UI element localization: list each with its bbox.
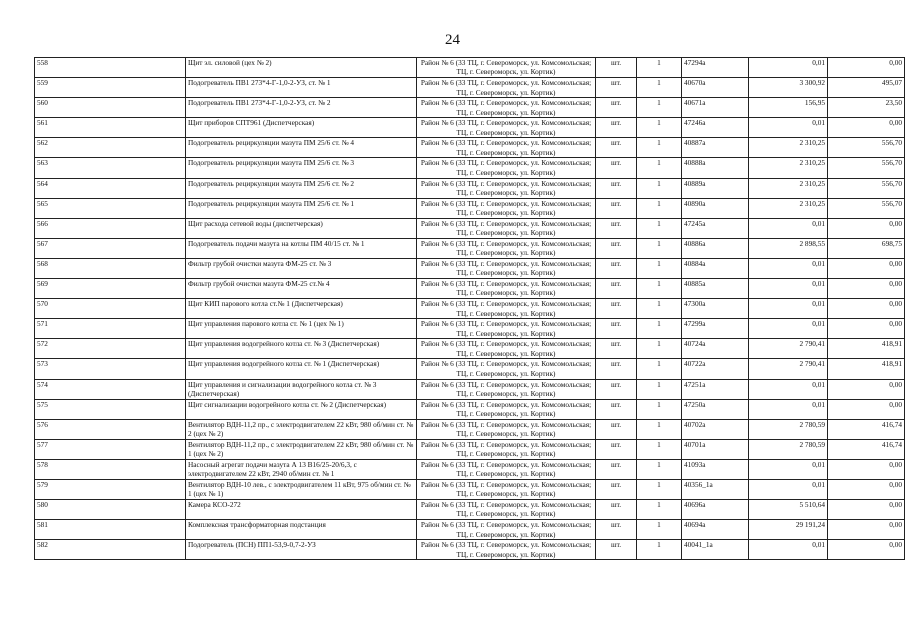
unit-cell: шт.: [596, 359, 637, 379]
item-name-cell: Подогреватель подачи мазута на котлы ПМ 40/15 ст. № 1: [186, 238, 417, 258]
item-name-cell: Вентилятор ВДН-11,2 пр., с электродвигателем 22 кВт, 980 об/мин ст. № 2 (цех № 2): [186, 419, 417, 439]
table-row: [35, 540, 905, 560]
table-row: [35, 319, 905, 339]
inventory-number-cell: 40884а: [682, 258, 749, 278]
cost-cell: 2 790,41: [749, 359, 828, 379]
quantity-cell: 1: [637, 339, 682, 359]
table-row: [35, 258, 905, 278]
location-cell: Район № 6 (33 ТЦ, г. Североморск, ул. Комсомольская; ТЦ, г. Североморск, ул. Кортик): [417, 299, 596, 319]
cost-cell: 5 510,64: [749, 500, 828, 520]
table-row: [35, 158, 905, 178]
inventory-number-cell: 40885а: [682, 279, 749, 299]
item-name-cell: Подогреватель рециркуляции мазута ПМ 25/6 ст. № 2: [186, 178, 417, 198]
table-row: [35, 78, 905, 98]
table-row: [35, 198, 905, 218]
table-row: [35, 379, 905, 399]
page-number: 24: [445, 32, 460, 48]
table-row: [35, 118, 905, 138]
quantity-cell: 1: [637, 218, 682, 238]
row-number-cell: 573: [35, 359, 186, 379]
cost-cell: 0,01: [749, 299, 828, 319]
table-row: [35, 459, 905, 479]
table-row: [35, 520, 905, 540]
row-number-cell: 566: [35, 218, 186, 238]
location-cell: Район № 6 (33 ТЦ, г. Североморск, ул. Комсомольская; ТЦ, г. Североморск, ул. Кортик): [417, 479, 596, 499]
item-name-cell: Подогреватель рециркуляции мазута ПМ 25/6 ст. № 1: [186, 198, 417, 218]
item-name-cell: Щит управления парового котла ст. № 1 (цех № 1): [186, 319, 417, 339]
quantity-cell: 1: [637, 319, 682, 339]
unit-cell: шт.: [596, 319, 637, 339]
unit-cell: шт.: [596, 299, 637, 319]
item-name-cell: Фильтр грубой очистки мазута ФМ-25 ст. № 3: [186, 258, 417, 278]
residual-value-cell: 0,00: [828, 459, 905, 479]
row-number-cell: 580: [35, 500, 186, 520]
location-cell: Район № 6 (33 ТЦ, г. Североморск, ул. Комсомольская; ТЦ, г. Североморск, ул. Кортик): [417, 500, 596, 520]
item-name-cell: Щит управления и сигнализации водогрейного котла ст. № 3 (Диспетчерская): [186, 379, 417, 399]
item-name-cell: Щит КИП парового котла ст.№ 1 (Диспетчерская): [186, 299, 417, 319]
row-number-cell: 559: [35, 78, 186, 98]
location-cell: Район № 6 (33 ТЦ, г. Североморск, ул. Комсомольская; ТЦ, г. Североморск, ул. Кортик): [417, 459, 596, 479]
unit-cell: шт.: [596, 98, 637, 118]
residual-value-cell: 0,00: [828, 58, 905, 78]
table-row: [35, 279, 905, 299]
location-cell: Район № 6 (33 ТЦ, г. Североморск, ул. Комсомольская; ТЦ, г. Североморск, ул. Кортик): [417, 238, 596, 258]
unit-cell: шт.: [596, 118, 637, 138]
quantity-cell: 1: [637, 58, 682, 78]
row-number-cell: 575: [35, 399, 186, 419]
cost-cell: 0,01: [749, 540, 828, 560]
table-row: [35, 138, 905, 158]
row-number-cell: 558: [35, 58, 186, 78]
inventory-number-cell: 40696а: [682, 500, 749, 520]
quantity-cell: 1: [637, 279, 682, 299]
cost-cell: 2 310,25: [749, 178, 828, 198]
row-number-cell: 571: [35, 319, 186, 339]
residual-value-cell: 0,00: [828, 319, 905, 339]
item-name-cell: Подогреватель рециркуляции мазута ПМ 25/6 ст. № 3: [186, 158, 417, 178]
row-number-cell: 578: [35, 459, 186, 479]
table-row: [35, 299, 905, 319]
item-name-cell: Вентилятор ВДН-11,2 пр., с электродвигателем 22 кВт, 980 об/мин ст. № 1 (цех № 2): [186, 439, 417, 459]
unit-cell: шт.: [596, 78, 637, 98]
row-number-cell: 574: [35, 379, 186, 399]
residual-value-cell: 556,70: [828, 198, 905, 218]
residual-value-cell: 0,00: [828, 258, 905, 278]
residual-value-cell: 698,75: [828, 238, 905, 258]
quantity-cell: 1: [637, 359, 682, 379]
quantity-cell: 1: [637, 299, 682, 319]
residual-value-cell: 0,00: [828, 299, 905, 319]
cost-cell: 2 780,59: [749, 439, 828, 459]
item-name-cell: Щит сигнализации водогрейного котла ст. № 2 (Диспетчерская): [186, 399, 417, 419]
row-number-cell: 561: [35, 118, 186, 138]
residual-value-cell: 416,74: [828, 439, 905, 459]
inventory-number-cell: 40886а: [682, 238, 749, 258]
inventory-number-cell: 41093а: [682, 459, 749, 479]
location-cell: Район № 6 (33 ТЦ, г. Североморск, ул. Комсомольская; ТЦ, г. Североморск, ул. Кортик): [417, 78, 596, 98]
table-row: [35, 58, 905, 78]
inventory-number-cell: 47245а: [682, 218, 749, 238]
location-cell: Район № 6 (33 ТЦ, г. Североморск, ул. Комсомольская; ТЦ, г. Североморск, ул. Кортик): [417, 178, 596, 198]
item-name-cell: Подогреватель (ПСН) ПП1-53,9-0,7-2-УЗ: [186, 540, 417, 560]
item-name-cell: Насосный агрегат подачи мазута А 13 В16/25-20/6,3, с электродвигателем 22 кВт, 2940 об/мин ст. № 1: [186, 459, 417, 479]
item-name-cell: Щит управления водогрейного котла ст. № 1 (Диспетчерская): [186, 359, 417, 379]
residual-value-cell: 418,91: [828, 339, 905, 359]
quantity-cell: 1: [637, 439, 682, 459]
unit-cell: шт.: [596, 158, 637, 178]
table-row: [35, 479, 905, 499]
item-name-cell: Подогреватель ПВ1 273*4-Г-1,0-2-УЗ, ст. № 2: [186, 98, 417, 118]
cost-cell: 0,01: [749, 258, 828, 278]
unit-cell: шт.: [596, 58, 637, 78]
unit-cell: шт.: [596, 379, 637, 399]
cost-cell: 2 310,25: [749, 138, 828, 158]
quantity-cell: 1: [637, 459, 682, 479]
location-cell: Район № 6 (33 ТЦ, г. Североморск, ул. Комсомольская; ТЦ, г. Североморск, ул. Кортик): [417, 258, 596, 278]
table-row: [35, 339, 905, 359]
quantity-cell: 1: [637, 419, 682, 439]
item-name-cell: Щит расхода сетевой воды (диспетчерская): [186, 218, 417, 238]
unit-cell: шт.: [596, 279, 637, 299]
table-row: [35, 439, 905, 459]
table-body: [35, 58, 905, 560]
table-row: [35, 359, 905, 379]
inventory-number-cell: 40670а: [682, 78, 749, 98]
residual-value-cell: 0,00: [828, 118, 905, 138]
cost-cell: 0,01: [749, 279, 828, 299]
residual-value-cell: 416,74: [828, 419, 905, 439]
table-row: [35, 178, 905, 198]
table-row: [35, 399, 905, 419]
inventory-number-cell: 40890а: [682, 198, 749, 218]
residual-value-cell: 495,07: [828, 78, 905, 98]
cost-cell: 156,95: [749, 98, 828, 118]
unit-cell: шт.: [596, 459, 637, 479]
quantity-cell: 1: [637, 178, 682, 198]
row-number-cell: 579: [35, 479, 186, 499]
residual-value-cell: 0,00: [828, 540, 905, 560]
inventory-number-cell: 40722а: [682, 359, 749, 379]
item-name-cell: Подогреватель рециркуляции мазута ПМ 25/6 ст. № 4: [186, 138, 417, 158]
inventory-number-cell: 40889а: [682, 178, 749, 198]
table-row: [35, 500, 905, 520]
item-name-cell: Фильтр грубой очистки мазута ФМ-25 ст.№ 4: [186, 279, 417, 299]
inventory-number-cell: 40888а: [682, 158, 749, 178]
location-cell: Район № 6 (33 ТЦ, г. Североморск, ул. Комсомольская; ТЦ, г. Североморск, ул. Кортик): [417, 339, 596, 359]
item-name-cell: Щит эл. силовой (цех № 2): [186, 58, 417, 78]
cost-cell: 0,01: [749, 479, 828, 499]
cost-cell: 2 790,41: [749, 339, 828, 359]
row-number-cell: 560: [35, 98, 186, 118]
quantity-cell: 1: [637, 379, 682, 399]
location-cell: Район № 6 (33 ТЦ, г. Североморск, ул. Комсомольская; ТЦ, г. Североморск, ул. Кортик): [417, 419, 596, 439]
location-cell: Район № 6 (33 ТЦ, г. Североморск, ул. Комсомольская; ТЦ, г. Североморск, ул. Кортик): [417, 138, 596, 158]
residual-value-cell: 0,00: [828, 218, 905, 238]
inventory-number-cell: 47251а: [682, 379, 749, 399]
item-name-cell: Камера КСО-272: [186, 500, 417, 520]
quantity-cell: 1: [637, 138, 682, 158]
unit-cell: шт.: [596, 479, 637, 499]
unit-cell: шт.: [596, 258, 637, 278]
quantity-cell: 1: [637, 520, 682, 540]
quantity-cell: 1: [637, 500, 682, 520]
quantity-cell: 1: [637, 98, 682, 118]
inventory-number-cell: 40701а: [682, 439, 749, 459]
inventory-number-cell: 47300а: [682, 299, 749, 319]
quantity-cell: 1: [637, 399, 682, 419]
location-cell: Район № 6 (33 ТЦ, г. Североморск, ул. Комсомольская; ТЦ, г. Североморск, ул. Кортик): [417, 218, 596, 238]
unit-cell: шт.: [596, 500, 637, 520]
table-row: [35, 218, 905, 238]
quantity-cell: 1: [637, 479, 682, 499]
residual-value-cell: 0,00: [828, 520, 905, 540]
unit-cell: шт.: [596, 198, 637, 218]
location-cell: Район № 6 (33 ТЦ, г. Североморск, ул. Комсомольская; ТЦ, г. Североморск, ул. Кортик): [417, 118, 596, 138]
cost-cell: 2 310,25: [749, 198, 828, 218]
location-cell: Район № 6 (33 ТЦ, г. Североморск, ул. Комсомольская; ТЦ, г. Североморск, ул. Кортик): [417, 158, 596, 178]
unit-cell: шт.: [596, 218, 637, 238]
inventory-number-cell: 47250а: [682, 399, 749, 419]
row-number-cell: 577: [35, 439, 186, 459]
row-number-cell: 564: [35, 178, 186, 198]
location-cell: Район № 6 (33 ТЦ, г. Североморск, ул. Комсомольская; ТЦ, г. Североморск, ул. Кортик): [417, 198, 596, 218]
row-number-cell: 576: [35, 419, 186, 439]
unit-cell: шт.: [596, 540, 637, 560]
unit-cell: шт.: [596, 178, 637, 198]
cost-cell: 2 780,59: [749, 419, 828, 439]
location-cell: Район № 6 (33 ТЦ, г. Североморск, ул. Комсомольская; ТЦ, г. Североморск, ул. Кортик): [417, 540, 596, 560]
cost-cell: 0,01: [749, 218, 828, 238]
unit-cell: шт.: [596, 399, 637, 419]
cost-cell: 0,01: [749, 319, 828, 339]
residual-value-cell: 0,00: [828, 379, 905, 399]
quantity-cell: 1: [637, 258, 682, 278]
residual-value-cell: 23,50: [828, 98, 905, 118]
row-number-cell: 563: [35, 158, 186, 178]
inventory-number-cell: 47246а: [682, 118, 749, 138]
cost-cell: 2 310,25: [749, 158, 828, 178]
residual-value-cell: 556,70: [828, 178, 905, 198]
table-row: [35, 98, 905, 118]
residual-value-cell: 556,70: [828, 138, 905, 158]
inventory-number-cell: 40671а: [682, 98, 749, 118]
item-name-cell: Щит управления водогрейного котла ст. № 3 (Диспетчерская): [186, 339, 417, 359]
cost-cell: 2 898,55: [749, 238, 828, 258]
unit-cell: шт.: [596, 138, 637, 158]
unit-cell: шт.: [596, 520, 637, 540]
row-number-cell: 565: [35, 198, 186, 218]
inventory-number-cell: 47299а: [682, 319, 749, 339]
row-number-cell: 581: [35, 520, 186, 540]
row-number-cell: 569: [35, 279, 186, 299]
item-name-cell: Щит приборов СПТ961 (Диспетчерская): [186, 118, 417, 138]
table-row: [35, 238, 905, 258]
cost-cell: 3 300,92: [749, 78, 828, 98]
cost-cell: 29 191,24: [749, 520, 828, 540]
cost-cell: 0,01: [749, 399, 828, 419]
residual-value-cell: 0,00: [828, 399, 905, 419]
location-cell: Район № 6 (33 ТЦ, г. Североморск, ул. Комсомольская; ТЦ, г. Североморск, ул. Кортик): [417, 520, 596, 540]
inventory-number-cell: 47294а: [682, 58, 749, 78]
item-name-cell: Подогреватель ПВ1 273*4-Г-1,0-2-УЗ, ст. № 1: [186, 78, 417, 98]
location-cell: Район № 6 (33 ТЦ, г. Североморск, ул. Комсомольская; ТЦ, г. Североморск, ул. Кортик): [417, 359, 596, 379]
row-number-cell: 568: [35, 258, 186, 278]
unit-cell: шт.: [596, 339, 637, 359]
location-cell: Район № 6 (33 ТЦ, г. Североморск, ул. Комсомольская; ТЦ, г. Североморск, ул. Кортик): [417, 279, 596, 299]
inventory-number-cell: 40724а: [682, 339, 749, 359]
quantity-cell: 1: [637, 158, 682, 178]
unit-cell: шт.: [596, 238, 637, 258]
inventory-number-cell: 40887а: [682, 138, 749, 158]
location-cell: Район № 6 (33 ТЦ, г. Североморск, ул. Комсомольская; ТЦ, г. Североморск, ул. Кортик): [417, 399, 596, 419]
row-number-cell: 570: [35, 299, 186, 319]
cost-cell: 0,01: [749, 379, 828, 399]
cost-cell: 0,01: [749, 118, 828, 138]
residual-value-cell: 0,00: [828, 479, 905, 499]
unit-cell: шт.: [596, 439, 637, 459]
residual-value-cell: 0,00: [828, 279, 905, 299]
inventory-table: [34, 57, 905, 560]
residual-value-cell: 556,70: [828, 158, 905, 178]
location-cell: Район № 6 (33 ТЦ, г. Североморск, ул. Комсомольская; ТЦ, г. Североморск, ул. Кортик): [417, 58, 596, 78]
row-number-cell: 562: [35, 138, 186, 158]
item-name-cell: Вентилятор ВДН-10 лев., с электродвигателем 11 кВт, 975 об/мин ст. № 1 (цех № 1): [186, 479, 417, 499]
location-cell: Район № 6 (33 ТЦ, г. Североморск, ул. Комсомольская; ТЦ, г. Североморск, ул. Кортик): [417, 379, 596, 399]
item-name-cell: Комплексная трансформаторная подстанция: [186, 520, 417, 540]
row-number-cell: 567: [35, 238, 186, 258]
quantity-cell: 1: [637, 238, 682, 258]
quantity-cell: 1: [637, 540, 682, 560]
quantity-cell: 1: [637, 78, 682, 98]
inventory-number-cell: 40702а: [682, 419, 749, 439]
inventory-number-cell: 40694а: [682, 520, 749, 540]
residual-value-cell: 418,91: [828, 359, 905, 379]
residual-value-cell: 0,00: [828, 500, 905, 520]
row-number-cell: 582: [35, 540, 186, 560]
inventory-number-cell: 40356_1а: [682, 479, 749, 499]
table-row: [35, 419, 905, 439]
inventory-number-cell: 40041_1а: [682, 540, 749, 560]
cost-cell: 0,01: [749, 58, 828, 78]
location-cell: Район № 6 (33 ТЦ, г. Североморск, ул. Комсомольская; ТЦ, г. Североморск, ул. Кортик): [417, 439, 596, 459]
unit-cell: шт.: [596, 419, 637, 439]
quantity-cell: 1: [637, 198, 682, 218]
location-cell: Район № 6 (33 ТЦ, г. Североморск, ул. Комсомольская; ТЦ, г. Североморск, ул. Кортик): [417, 98, 596, 118]
quantity-cell: 1: [637, 118, 682, 138]
cost-cell: 0,01: [749, 459, 828, 479]
row-number-cell: 572: [35, 339, 186, 359]
location-cell: Район № 6 (33 ТЦ, г. Североморск, ул. Комсомольская; ТЦ, г. Североморск, ул. Кортик): [417, 319, 596, 339]
